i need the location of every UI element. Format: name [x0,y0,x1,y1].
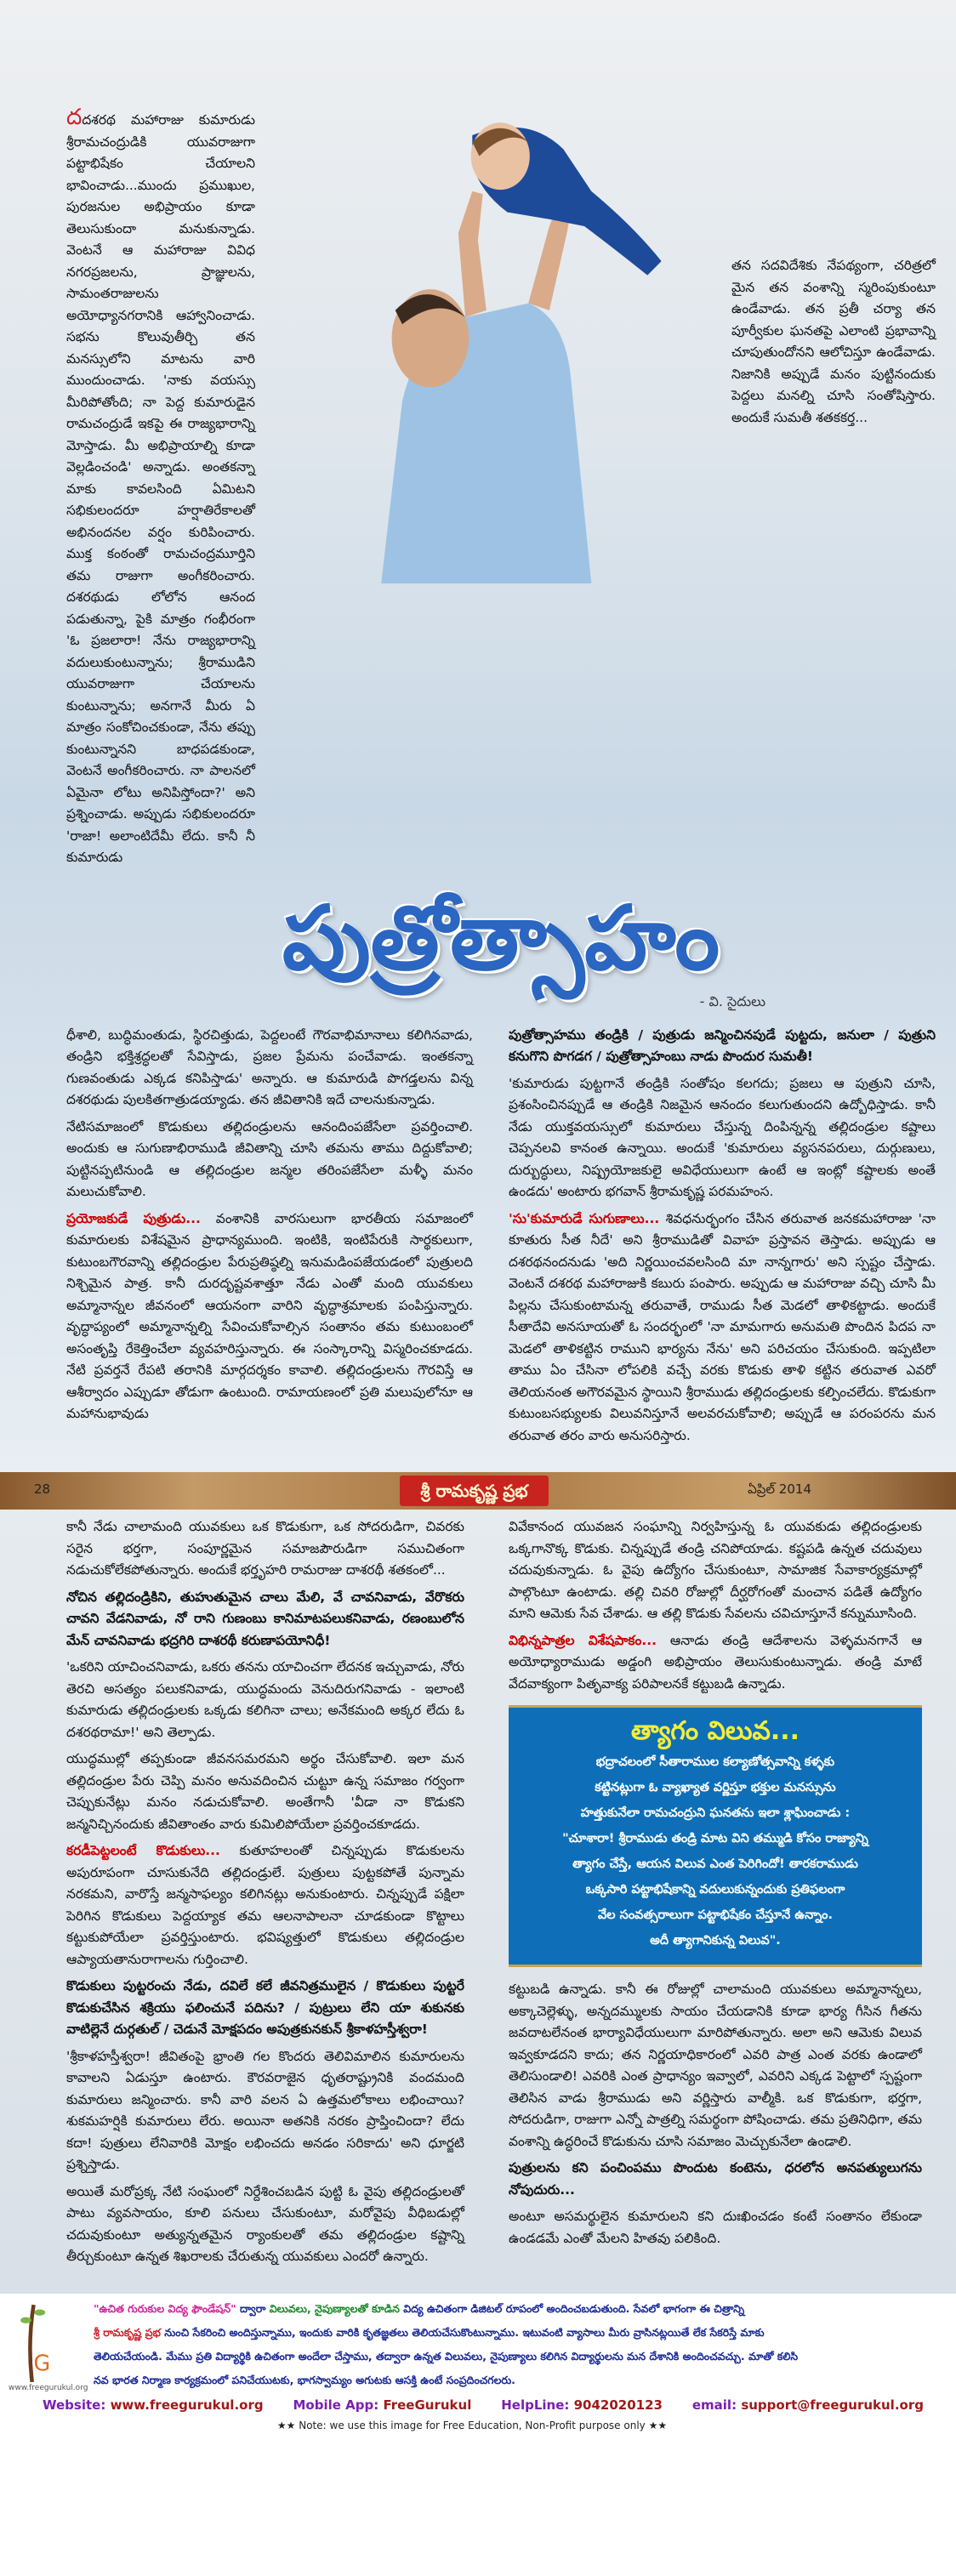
footer-text: నుంచి సేకరించి అందిస్తున్నాము, ఇందుకు వారికి కృతజ్ఞతలు తెలియచేసుకొంటున్నాము. ఇటువంటి వ్యాసాలు మీరు వ్రాసినట్లయితే లేక సేకరిస్తే మాకు [160,2325,765,2339]
paragraph: కట్టుబడి ఉన్నాడు. కానీ ఈ రోజుల్లో చాలామంది యువకులు అమ్మానాన్నలు, అక్కాచెల్లెళ్ళు, అన్నదమ్ములకు సాయం చేయడానికి కూడా భార్య గీసిన గీతను జవదాటలేనంత భార్యావిధేయులుగా మారిపోతున్నారు. అలా అని ఆమెకు విలువ ఇవ్వకూడదని కాదు; తన నిర్ణయాధికారంలో ఎవరి పాత్ర ఎంత వరకు ఉండాలో తెలిసుండాలి! ఎవరికి ఎంత ప్రాధాన్యం ఇవ్వాలో, ఎవరిని ఎక్కడ పెట్టాలో స్పష్టంగా తెలిసిన వాడు శ్రీరాముడు అని వర్ణిస్తారు వాల్మీకి. ఒక కొడుకుగా, భర్తగా, సోదరుడిగా, రాజుగా ఎన్నో పాత్రల్ని సమర్థంగా పోషించాడు. తమ ప్రతినిధిగా, తమ వంశాన్ని ఉద్ధరించే కొడుకును చూసి సమాజం మెచ్చుకునేలా ఉండాలి. [509,1982,922,2149]
paragraph: తన సదవిదేశికు నేపథ్యంగా, చరిత్రలో మైన తన వంశాన్ని స్మరింపుకుంటూ ఉండేవాడు. తన ప్రతీ చర్యా తన పూర్వీకుల ఘనతపై ఎలాంటి ప్రభావాన్ని చూపుతుందోనని ఆలోచిస్తూ ఉండేవాడు. నిజానికి అప్పుడే మనం పుట్టినందుకు పెద్దలు మనల్ని చూసి సంతోషిస్తారు. అందుకే సుమతీ శతకకర్త... [731,258,936,425]
helpline-number[interactable]: 9042020123 [573,2397,663,2413]
email-label: email: [691,2397,737,2413]
poem-verse: నోచిన తల్లిదండ్రికిని, తుహుతుమైన చాలు మేలి, వే చావనివాడు, వేరొకరు చావని వేడనివాడు, నో రాని గుణంబు కానిమాటపలుకనివాడు, రణంబులోన మేన్ చావనివాడు భద్రగిరి దాశరథీ కరుణాపయోనిధీ! [66,1589,464,1648]
box-line: త్యాగం చేస్తే, ఆయన విలువ ఎంత పెరిగిందో! తారకరాముడు [572,1857,858,1871]
box-line: అదీ త్యాగానికున్న విలువ". [650,1934,781,1948]
article-lower-section [0,1510,956,2294]
box-title: త్యాగం విలువ... [630,1716,800,1746]
column-top-left-narrow [66,107,255,874]
issue-date: ఏప్రిల్ 2014 [748,1481,811,1497]
page-header-band [0,1472,956,1510]
paragraph: 'ఒకరిని యాచించనివాడు, ఒకరు తనను యాచించగా లేదనక ఇచ్చువాడు, నోరు తెరచి అసత్యం పలుకనివాడు, యుద్ధమందు వెనుదిరుగనివాడు - ఇలాంటి కుమారుడు తల్లిదండ్రులకు ఒక్కడు కలిగినా చాలు; అనేకమంది అక్కర లేదు ఓ దశరథరామా!' అని తెల్పాడు. [66,1659,464,1740]
box-line: ఒక్కసారి పట్టాభిషేకాన్ని వదులుకున్నందుకు ప్రతిఫలంగా [585,1883,845,1896]
svg-text:G: G [33,2350,51,2376]
column-lower-left [66,1516,464,2273]
logo-block [9,2297,94,2392]
paragraph: వివేకానంద యువజన సంఘాన్ని నిర్వహిస్తున్న ఓ యువకుడు తల్లిదండ్రులకు ఒక్కగానొక్క కొడుకు. చిన్నప్పుడే తండ్రి చనిపోయాడు. కష్టపడి ఉన్నత చదువులు చదువుకున్నాడు. ఓ వైపు ఉద్యోగం చేసుకుంటూ, సామాజిక సేవాకార్యక్రమాల్లో పాల్గొంటూ ఉంటాడు. తల్లి చివరి రోజుల్లో దీర్ఘరోగంతో మంచాన పడితే ఉద్యోగం మాని ఆమెకు సేవ చేశాడు. ఆ తల్లి కొడుకు సేవలను చవిచూస్తూనే కన్నుమూసింది. [509,1519,922,1621]
email-link[interactable]: support@freegurukul.org [741,2397,924,2413]
column-top-right [509,1025,936,1453]
paragraph: ఆనాడు తండ్రి ఆదేశాలను వెళ్ళమనగానే ఆ అయోధ్యారాముడు అడ్డంగి అభిప్రాయం తెలుసుకుంటున్నాడు. తండ్రి మాటే వేదవాక్యంగా పితృవాక్య పరిపాలనకే కట్టుబడి ఉన్నాడు. [509,1632,922,1692]
paragraph: దశరథ మహారాజు కుమారుడు శ్రీరామచంద్రుడికి యువరాజుగా పట్టాభిషేకం చేయాలని భావించాడు...ముందు ప్రముఖుల, పురజనుల అభిప్రాయం కూడా తెలుసుకుందా మనుకున్నాడు. వెంటనే ఆ మహారాజు వివిధ నగరప్రజలను, ప్రాజ్ఞులను, సామంతరాజులను అయోధ్యానగరానికి ఆహ్వానించాడు. సభను కొలువుతీర్చి తన మనస్సులోని మాటను వారి ముందుంచాడు. 'నాకు వయస్సు మీరిపోతోంది; నా పెద్ద కుమారుడైన రామచంద్రుడే ఇకపై ఈ రాజ్యభారాన్ని మోస్తాడు. మీ అభిప్రాయాల్ని కూడా వెల్లడించండి' అన్నాడు. అంతకన్నా మాకు కావలసింది ఏమిటని సభికులందరూ హర్షాతిరేకాలతో అభినందనల వర్షం కురిపించారు. ముక్త కంఠంతో రామచంద్రమూర్తిని తమ రాజుగా అంగీకరించారు. దశరథుడు లోలోన ఆనంద పడుతున్నా, పైకి మాత్రం గంభీరంగా 'ఓ ప్రజలారా! నేను రాజ్యభారాన్ని వదులుకుంటున్నాను; శ్రీరాముడిని యువరాజుగా చేయాలను కుంటున్నాను; అనగానే మీరు ఏ మాత్రం సంకోచించకుండా, నేను తప్పు కుంటున్నానని బాధపడకుండా, వెంటనే అంగీకరించారు. నా పాలనలో ఏమైనా లోటు అనిపిస్తోందా?' అని ప్రశ్నించాడు. అప్పుడు సభికులందరూ 'రాజా! అలాంటిదేమీ లేదు. కానీ నీ కుమారుడు [66,112,255,865]
box-line: వేల సంవత్సరాలుగా పట్టాభిషేకం చేస్తూనే ఉన్నాం. [598,1908,833,1922]
app-label: Mobile App: [293,2397,379,2413]
sidebar-quote-box [509,1705,922,1967]
footer-message [94,2297,936,2392]
footer-text: ద్వారా [236,2301,270,2315]
source-magazine: శ్రీ రామకృష్ణ ప్రభ [94,2325,161,2339]
section-subheading: ప్రయోజకుడే పుత్రుడు... [66,1210,201,1226]
page-number: 28 [34,1481,51,1497]
poem-verse: పుత్రోత్సాహము తండ్రికి / పుత్రుడు జన్మించినపుడే పుట్టదు, జనులా / పుత్రుని కనుగొని పొగడగ / పుత్రోత్సాహంబు నాడు పొందుర సుమతీ! [509,1026,936,1064]
paragraph: యుద్ధముల్లో తప్పకుండా జీవనసమరమని అర్థం చేసుకోవాలి. ఇలా మన తల్లిదండ్రుల పేరు చెప్పి మనం అనువదించిన చుట్టూ ఉన్న సమాజం గర్వంగా చెప్పుకునేట్లు మనం నడుచుకోవాలి. అంతేగానీ 'వీడా నా కొడుకని జన్మనిచ్చినందుకు జీవితాంతం వారు కుమిలిపోయేలా ప్రవర్తించకూడదు. [66,1751,464,1832]
paragraph: అంటూ అసమర్థులైన కుమారులని కని దుఃఖించడం కంటే సంతానం లేకుండా ఉండడమే ఎంతో మేలని హితవు పలికింది. [509,2209,922,2246]
footer-text: విలువలు, నైపుణ్యాలతో కూడిన [269,2301,400,2315]
paragraph: ధీశాలి, బుద్ధిమంతుడు, స్థిరచిత్తుడు, పెద్దలంటే గౌరవాభిమానాలు కలిగినవాడు, తండ్రిని భక్తిశ్రద్ధలతో సేవిస్తాడు, ప్రజల ప్రేమను పంచేవాడు. ఇంతకన్నా గుణవంతుడు ఎక్కడ కనిపిస్తాడు' అన్నారు. ఆ కుమారుడి పొగడ్తలను విన్న దశరథుడు పులకితగాత్రుడయ్యాడు. తన జీవితానికి ఇదే చాలనుకున్నాడు. [66,1026,473,1107]
website-label: Website: [43,2397,106,2413]
box-line: కట్టినట్లుగా ఓ వ్యాఖ్యాత వర్ణిస్తూ భక్తుల మనస్సును [595,1781,836,1794]
box-line: "చూశారా! శ్రీరాముడు తండ్రి మాట విని తమ్ముడి కోసం రాజ్యాన్ని [562,1832,868,1845]
footer-text: తెలియచేయండి. మేము ప్రతి విద్యార్థికి ఉచితంగా అందేలా చేస్తాము, తద్వారా ఉన్నత విలువలు, నైపుణ్యాలు కలిగిన విద్యార్థులను మన దేశానికి అందించవచ్చు. మాతో కలిసి [94,2349,799,2363]
title-block [66,883,936,1013]
helpline-label: HelpLine: [501,2397,570,2413]
footer-text: విద్య ఉచితంగా డిజిటల్ రూపంలో అందించబడుతుంది. సేవలో భాగంగా ఈ చిత్రాన్ని [399,2301,745,2315]
logo-url: www.freegurukul.org [9,2383,88,2392]
paragraph: శివధనుర్భంగం చేసిన తరువాత జనకమహారాజు 'నా కూతురు సీత నీదే' అని శ్రీరాముడితో వివాహ ప్రస్తావన తెస్తాడు. అప్పుడు ఆ దశరథనందనుడు 'అది నిర్ణయించవలసింది మా నాన్నగారు' అని స్పష్టం చేస్తాడు. వెంటనే దశరథ మహారాజుకి కబురు పంపారు. అప్పుడు ఆ మహారాజు వచ్చి చూసి మీ పిల్లను చేసుకుంటామన్న తరువాతే, రాముడు సీత మెడలో తాళికట్టాడు. అందుకే సీతాదేవి అనసూయతో ఓ సందర్భంలో 'నా మామగారు అనుమతి పొందిన పిదప నా మెడలో తాళికట్టిన రాముని భార్యను నేను' అని పరిచయం చేసుకుంది. ఇప్పటిలా తాము ఏం చేసినా లోపలికి వచ్చే వరకు కొడుకు తాళి కట్టిన తరువాత ఎవరో తెలియనంత అగౌరవమైన స్థాయిని శ్రీరాముడు తల్లిదండ్రులకు కల్పించలేదు. కొడుకుగా కుటుంబసభ్యులకు విలువనిస్తూనే అలవరచుకోవాలి; అప్పుడే ఆ పరంపరను మన తరువాత తరం వారు అనుసరిస్తారు. [509,1210,936,1443]
paragraph: 'శ్రీకాళహస్తీశ్వరా! జీవితంపై భ్రాంతి గల కొందరు తెలివిమాలిన కుమారులను కావాలని ఏడుస్తూ ఉంటారు. కౌరవరాజైన ధృతరాష్ట్రునికి వందమంది కుమారులు జన్మించారు. కానీ వారి వలన ఏ ఉత్తమలోకాలు లభించాయి? శుకమహర్షికి కుమారులు లేరు. అయినా అతనికి నరకం ప్రాప్తించిందా? లేదు కదా! పుత్రులు లేనివారికి మోక్షం లభించదు అనడం సరికాదు' అని ధూర్జటి ప్రశ్నిస్తాడు. [66,2048,464,2172]
column-top-left-wide [66,1025,473,1430]
father-child-photo [272,107,714,583]
contact-row [9,2392,936,2413]
paragraph: 'కుమారుడు పుట్టగానే తండ్రికి సంతోషం కలగదు; ప్రజలు ఆ పుత్రుని చూసి, ప్రశంసించినప్పుడే ఆ తండ్రికి నిజమైన ఆనందం కలుగుతుందని ఉద్బోధిస్తాడు. కానీ నేడు యుక్తవయస్సులో కుమారులు చేస్తున్న దింపిన్నన్న తల్లిదండ్రుల కష్టాలు చెప్పనలవి కానంత ఉన్నాయి. అందుకే 'కుమారులు వ్యసనపరులు, దుర్గుణులు, దుర్బుద్ధులు, నిష్ప్రయోజకులై అవిధేయులుగా ఉంటే ఆ ఇంట్లో కష్టాలకు అంతే ఉండదు' అంటారు భగవాన్ శ్రీరామకృష్ణ పరమహంస. [509,1075,936,1199]
website-link[interactable]: www.freegurukul.org [110,2397,264,2413]
drop-cap: ద [66,105,83,130]
section-subheading: 'సు'కుమారుడే సుగుణాలు... [509,1210,660,1226]
box-line: హత్తుకునేలా రామచంద్రుని ఘనతను ఇలా శ్లాఘించాడు : [580,1806,851,1820]
poem-verse: కొడుకులు పుట్టరంచు నేడు, దవిలే కలే జీవనిత్రములైన / కొడుకులు పుట్టరే కొడుకుచేసిన శక్రియు ఫలించునే పదిను? / పుట్రులు లేని యా శుకునకు వాటిల్లెనే దుర్గతుల్ / చెడునే మోక్షపదం అపుత్రకునకున్ శ్రీకాళహస్తీశ్వరా! [66,1978,464,2037]
section-subheading: విభిన్నపాత్రల విశేషపాకం... [509,1632,657,1648]
section-subheading: కరడీపెట్టలంటే కొడుకులు... [66,1843,220,1858]
column-lower-right [509,1516,922,2255]
box-line: భద్రాచలంలో సీతారాముల కల్యాణోత్సవాన్ని కళ్ళకు [595,1755,835,1769]
app-name: FreeGurukul [383,2397,472,2413]
article-title: పుత్రోత్సాహం [282,885,720,990]
paragraph: వంశానికి వారసులుగా భారతీయ సమాజంలో కుమారులకు విశేషమైన ప్రాధాన్యముంది. ఇంటికి, ఇంటిపేరుకి సార్థకులుగా, కుటుంబగౌరవాన్ని తల్లిదండ్రుల పేరుప్రతిష్ఠల్ని ఇనుమడింపజేయడంలో పుత్రులది నిశ్చిమైన పాత్ర. కానీ దురదృష్టవశాత్తూ నేడు ఎంతో మంది యువకులు అమ్మానాన్నల జీవనంలో ఆయనంగా వారిని వృద్ధాశ్రమాలకు పంపిస్తున్నారు. వృద్ధాప్యంలో అమ్మానాన్నల్ని సేవించుకోవాల్సిన సంతానం తమ కుటుంబంలో అసంతృప్తి రేకెత్తించేలా వ్యవహరిస్తున్నారు. ఈ సంస్కారాన్ని విస్మరించకూడదు. నేటి ప్రవర్తనే రేపటి తరానికి మార్గదర్శకం కావాలి. తల్లిదండ్రులను గౌరవిస్తే ఆ ఆశీర్వాదం ఎప్పుడూ తోడుగా ఉంటుంది. రామాయణంలో ప్రతి మలుపులోనూ ఆ మహానుభావుడు [66,1210,473,1421]
freegurukul-footer [0,2294,956,2438]
column-top-right-narrow [731,107,936,434]
freegurukul-logo-icon [9,2297,51,2382]
footer-text: నవ భారత నిర్మాణ కార్యక్రమంలో పనిచేయుటకు, భాగస్వామ్యం అగుటకు ఆసక్తి ఉంటే సంప్రదించగలరు. [94,2373,515,2386]
paragraph: నేటిసమాజంలో కొడుకులు తల్లిదండ్రులను ఆనందింపజేసేలా ప్రవర్తించాలి. అందుకు ఆ సుగుణాభిరాముడి జీవితాన్ని చూసి తమను తాము దిద్దుకోవాలి; పుట్టినప్పటినుండి ఆ తల్లిదండ్రుల జన్మల తరింపజేసేలా మళ్ళీ మనం మలుచుకోవాలి. [66,1118,473,1199]
paragraph: కానీ నేడు చాలామంది యువకులు ఒక కొడుకుగా, ఒక సోదరుడిగా, చివరకు సరైన భర్తగా, సంపూర్ణమైన సమాజపౌరుడిగా సముచితంగా నడుచుకోలేకపోతున్నారు. అందుకే భర్తృహరి రామరాజు దాశరథీ శతకంలో... [66,1519,464,1578]
usage-note: ★★ Note: we use this image for Free Education, Non-Profit purpose only ★★ [276,2419,668,2431]
paragraph: కుతూహలంతో చిన్నప్పుడు కొడుకులను అపురూపంగా చూసుకునేది తల్లిదండ్రులే. పుత్రులు పుట్టకపోతే పున్నామ నరకమని, వారొస్తే జన్మసాఫల్యం కలిగినట్లు అనుకుంటారు. చిన్నప్పుడే పక్షిలా పెరిగిన కొడుకులు పెద్దయ్యాక తమ ఆలనాపాలనా చూడకుండా కొట్టాలు కట్టుకుపోయేలా ప్రవర్తిస్తుంటారు. భవిష్యత్తులో కొడుకులు తల్లిదండ్రుల ఆప్యాయతానురాగాలను గుర్తించాలి. [66,1843,464,1967]
foundation-name: "ఉచిత గురుకుల విద్య ఫౌండేషన్" [94,2301,236,2315]
magazine-name: శ్రీ రామకృష్ణ ప్రభ [400,1476,549,1506]
poem-verse: పుత్రులను కని పంచింపము పొందుట కంటెను, ధరలోన అనపత్యులుగను నోపుదురు... [509,2160,922,2198]
paragraph: అయితే మరోప్రక్క నేటి సంఘంలో నిర్దేశించబడిన పుట్టి ఓ వైపు తల్లిదండ్రులతో పాటు వ్యవసాయం, కూలి పనులు చేసుకుంటూ, మరోవైపు వీధిబడుల్లో చదువుకుంటూ అత్యున్నతమైన ర్యాంకులతో తమ తల్లిదండ్రుల కష్టాన్ని తీర్చుకుంటూ ఉన్నత శిఖరాలకు చేరుతున్న యువకులు ఎందరో ఉన్నారు. [66,2183,464,2264]
author-byline: - వి. సైదులు [699,992,765,1009]
